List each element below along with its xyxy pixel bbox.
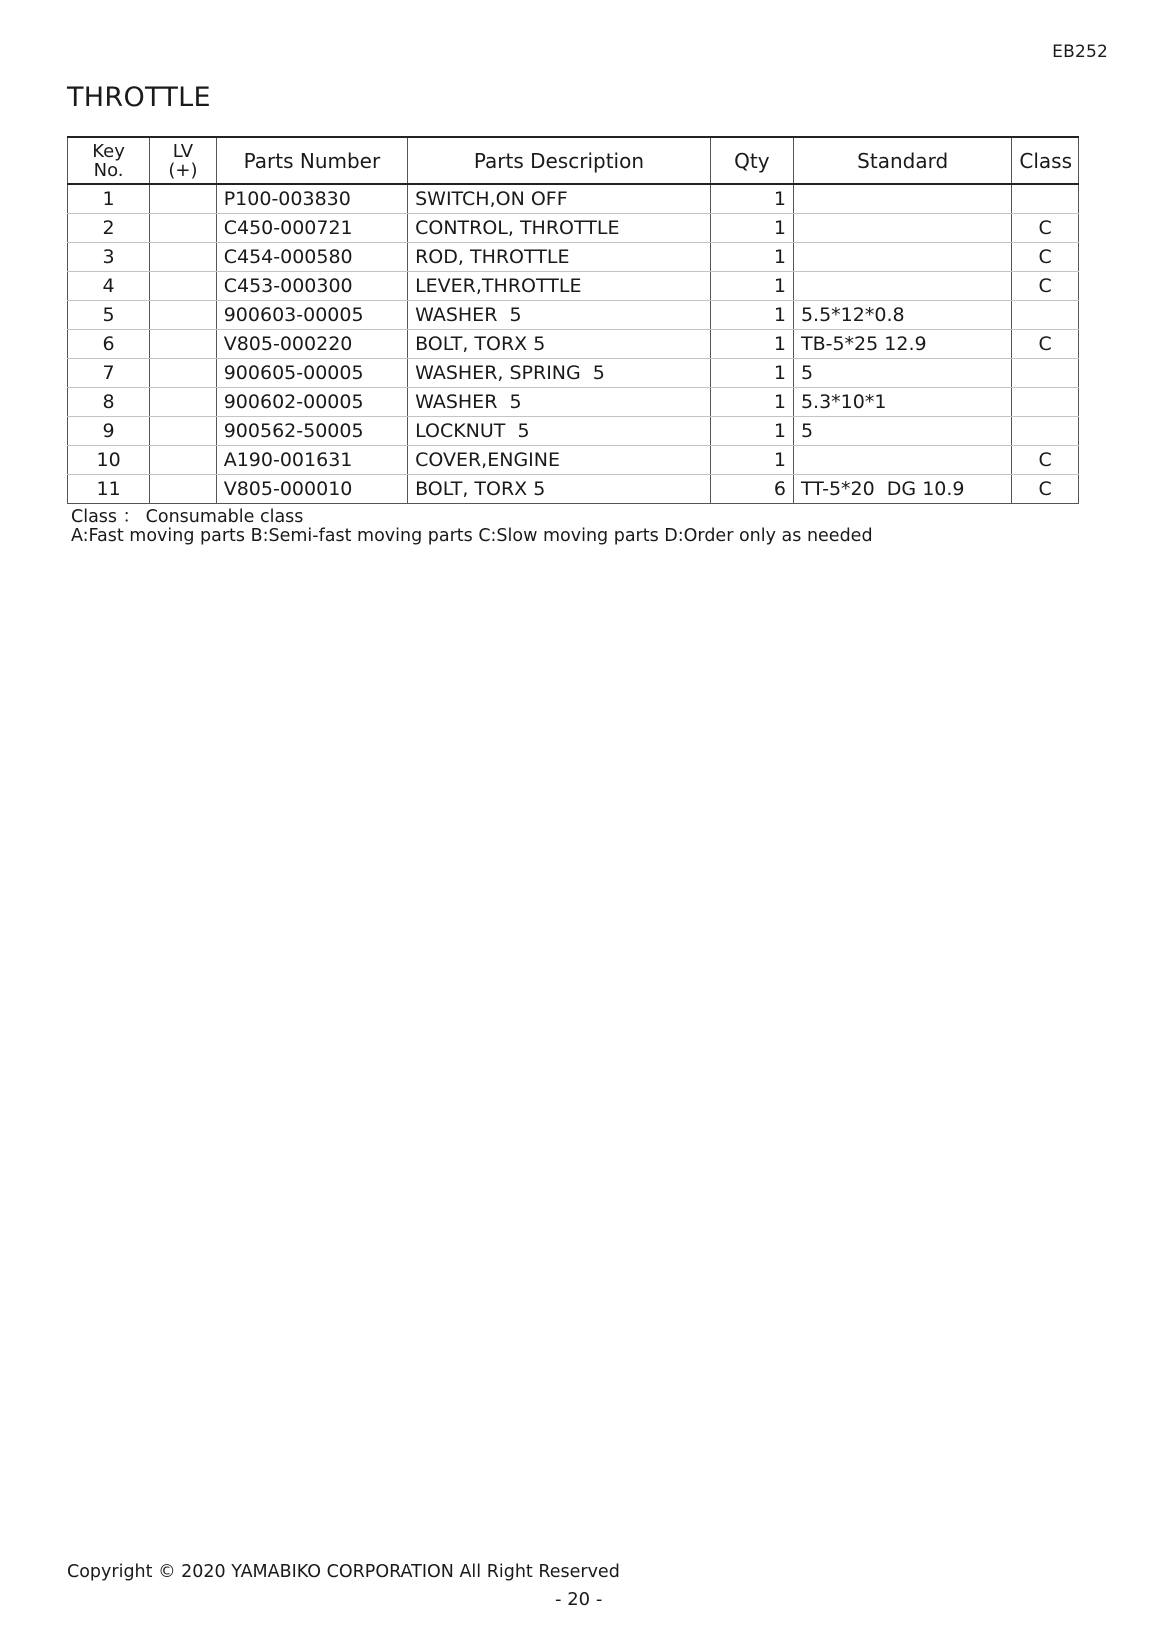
lv-line2: (+) [168, 159, 198, 181]
table-row [68, 474, 1079, 503]
cell-class [1012, 387, 1079, 416]
cell-class: C [1012, 213, 1079, 242]
cell-part-number: 900602-00005 [216, 387, 407, 416]
table-row [68, 242, 1079, 271]
copyright-notice: Copyright © 2020 YAMABIKO CORPORATION All Right Reserved [67, 1562, 620, 1582]
cell-qty: 1 [710, 300, 793, 329]
cell-key-no: 11 [68, 474, 150, 503]
parts-table [67, 136, 1079, 504]
cell-description: BOLT, TORX 5 [408, 329, 711, 358]
cell-standard: TB-5*25 12.9 [793, 329, 1011, 358]
cell-class: C [1012, 445, 1079, 474]
cell-standard [793, 271, 1011, 300]
cell-standard [793, 242, 1011, 271]
cell-description: WASHER, SPRING 5 [408, 358, 711, 387]
cell-key-no: 10 [68, 445, 150, 474]
cell-description: COVER,ENGINE [408, 445, 711, 474]
cell-class [1012, 184, 1079, 213]
cell-qty: 1 [710, 445, 793, 474]
cell-standard: TT-5*20 DG 10.9 [793, 474, 1011, 503]
cell-key-no: 1 [68, 184, 150, 213]
table-header [68, 137, 1079, 184]
key-no-line2: No. [93, 159, 124, 181]
cell-lv [150, 445, 217, 474]
class-legend [71, 508, 873, 546]
table-row [68, 271, 1079, 300]
cell-lv [150, 416, 217, 445]
cell-key-no: 8 [68, 387, 150, 416]
cell-part-number: 900562-50005 [216, 416, 407, 445]
column-header-lv [150, 137, 217, 184]
table-body [68, 184, 1079, 503]
cell-part-number: 900605-00005 [216, 358, 407, 387]
table-row [68, 358, 1079, 387]
cell-standard: 5 [793, 358, 1011, 387]
cell-lv [150, 387, 217, 416]
table-row [68, 213, 1079, 242]
cell-description: CONTROL, THROTTLE [408, 213, 711, 242]
cell-class: C [1012, 271, 1079, 300]
cell-key-no: 6 [68, 329, 150, 358]
cell-part-number: C454-000580 [216, 242, 407, 271]
column-header-key-no [68, 137, 150, 184]
cell-part-number: C453-000300 [216, 271, 407, 300]
cell-qty: 1 [710, 387, 793, 416]
cell-lv [150, 329, 217, 358]
cell-key-no: 7 [68, 358, 150, 387]
cell-class: C [1012, 474, 1079, 503]
cell-part-number: C450-000721 [216, 213, 407, 242]
cell-lv [150, 242, 217, 271]
cell-class [1012, 358, 1079, 387]
cell-standard: 5 [793, 416, 1011, 445]
column-header-standard: Standard [793, 137, 1011, 184]
cell-description: LOCKNUT 5 [408, 416, 711, 445]
cell-key-no: 3 [68, 242, 150, 271]
cell-key-no: 2 [68, 213, 150, 242]
cell-standard [793, 184, 1011, 213]
lv-line1: LV [172, 140, 194, 162]
model-code: EB252 [1052, 42, 1108, 62]
table-row [68, 445, 1079, 474]
cell-description: BOLT, TORX 5 [408, 474, 711, 503]
cell-qty: 1 [710, 416, 793, 445]
cell-key-no: 9 [68, 416, 150, 445]
column-header-parts-description: Parts Description [408, 137, 711, 184]
cell-standard: 5.5*12*0.8 [793, 300, 1011, 329]
cell-part-number: P100-003830 [216, 184, 407, 213]
cell-qty: 1 [710, 329, 793, 358]
cell-part-number: A190-001631 [216, 445, 407, 474]
cell-qty: 1 [710, 358, 793, 387]
cell-lv [150, 358, 217, 387]
cell-standard [793, 445, 1011, 474]
section-title: THROTTLE [67, 82, 211, 113]
legend-line-consumable-class: Class ： Consumable class [71, 507, 304, 527]
cell-description: WASHER 5 [408, 300, 711, 329]
cell-qty: 1 [710, 184, 793, 213]
cell-description: SWITCH,ON OFF [408, 184, 711, 213]
cell-class: C [1012, 242, 1079, 271]
column-header-parts-number: Parts Number [216, 137, 407, 184]
cell-qty: 1 [710, 213, 793, 242]
cell-part-number: V805-000010 [216, 474, 407, 503]
cell-description: LEVER,THROTTLE [408, 271, 711, 300]
header-row [68, 137, 1079, 184]
cell-part-number: 900603-00005 [216, 300, 407, 329]
cell-qty: 6 [710, 474, 793, 503]
cell-standard [793, 213, 1011, 242]
column-header-qty: Qty [710, 137, 793, 184]
cell-lv [150, 474, 217, 503]
key-no-line1: Key [92, 140, 125, 162]
cell-key-no: 4 [68, 271, 150, 300]
table-row [68, 300, 1079, 329]
cell-class: C [1012, 329, 1079, 358]
table-row [68, 329, 1079, 358]
cell-lv [150, 300, 217, 329]
cell-standard: 5.3*10*1 [793, 387, 1011, 416]
cell-class [1012, 416, 1079, 445]
cell-qty: 1 [710, 242, 793, 271]
cell-lv [150, 184, 217, 213]
cell-lv [150, 271, 217, 300]
legend-line-class-definitions: A:Fast moving parts B:Semi-fast moving parts C:Slow moving parts D:Order only as needed [71, 526, 873, 546]
cell-key-no: 5 [68, 300, 150, 329]
column-header-class: Class [1012, 137, 1079, 184]
cell-description: WASHER 5 [408, 387, 711, 416]
cell-description: ROD, THROTTLE [408, 242, 711, 271]
cell-part-number: V805-000220 [216, 329, 407, 358]
table-row [68, 184, 1079, 213]
cell-class [1012, 300, 1079, 329]
cell-qty: 1 [710, 271, 793, 300]
table-row [68, 416, 1079, 445]
cell-lv [150, 213, 217, 242]
page-number: - 20 - [555, 1589, 603, 1610]
table-row [68, 387, 1079, 416]
